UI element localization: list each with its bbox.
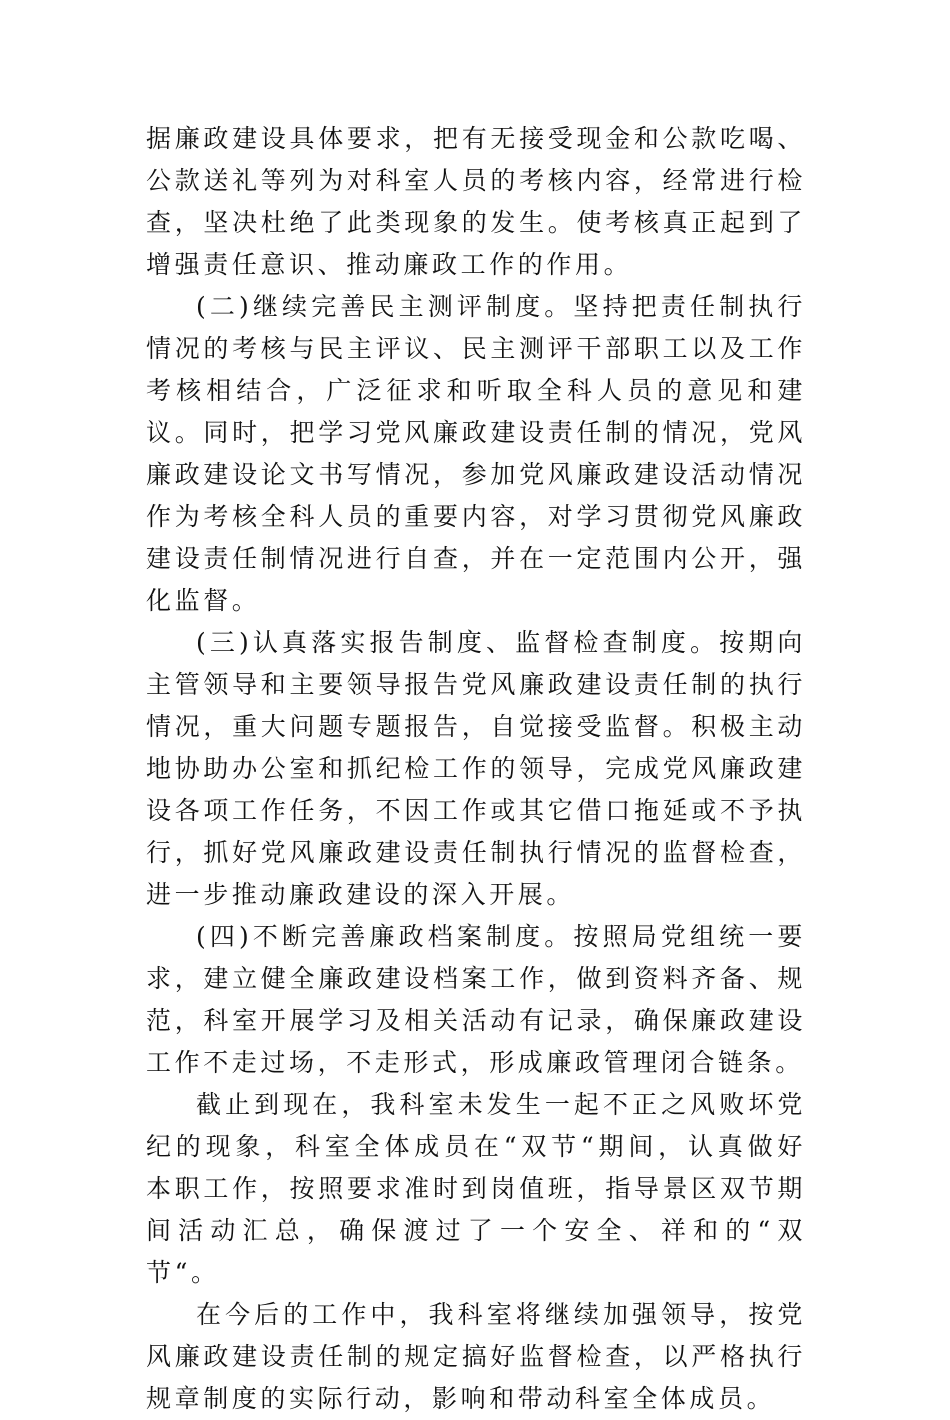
document-page — [146, 118, 806, 1420]
paragraph-current-status: 截止到现在，我科室未发生一起不正之风败坏党纪的现象，科室全体成员在“双节“期间，认真做好本职工作，按照要求准时到岗值班，指导景区双节期间活动汇总，确保渡过了一个安全、祥和的“双节“。 — [146, 1090, 806, 1287]
paragraph-democratic-evaluation: (二)继续完善民主测评制度。坚持把责任制执行情况的考核与民主评议、民主测评干部职工以及工作考核相结合，广泛征求和听取全科人员的意见和建议。同时，把学习党风廉政建设责任制的情况，党风廉政建设论文书写情况，参加党风廉政建设活动情况作为考核全科人员的重要内容，对学习贯彻党风廉政建设责任制情况进行自查，并在一定范围内公开，强化监督。 — [146, 292, 806, 615]
paragraph-reporting-supervision: (三)认真落实报告制度、监督检查制度。按期向主管领导和主要领导报告党风廉政建设责任制的执行情况，重大问题专题报告，自觉接受监督。积极主动地协助办公室和抓纪检工作的领导，完成党风廉政建设各项工作任务，不因工作或其它借口拖延或不予执行，抓好党风廉政建设责任制执行情况的监督检查，进一步推动廉政建设的深入开展。 — [146, 628, 806, 909]
paragraph-future-work: 在今后的工作中，我科室将继续加强领导，按党风廉政建设责任制的规定搞好监督检查，以严格执行规章制度的实际行动，影响和带动科室全体成员。 — [146, 1300, 806, 1413]
paragraph-continuation: 据廉政建设具体要求，把有无接受现金和公款吃喝、公款送礼等列为对科室人员的考核内容，经常进行检查，坚决杜绝了此类现象的发生。使考核真正起到了增强责任意识、推动廉政工作的作用。 — [146, 124, 806, 279]
paragraph-archive-system: (四)不断完善廉政档案制度。按照局党组统一要求，建立健全廉政建设档案工作，做到资料齐备、规范，科室开展学习及相关活动有记录，确保廉政建设工作不走过场，不走形式，形成廉政管理闭合链条。 — [146, 922, 806, 1077]
